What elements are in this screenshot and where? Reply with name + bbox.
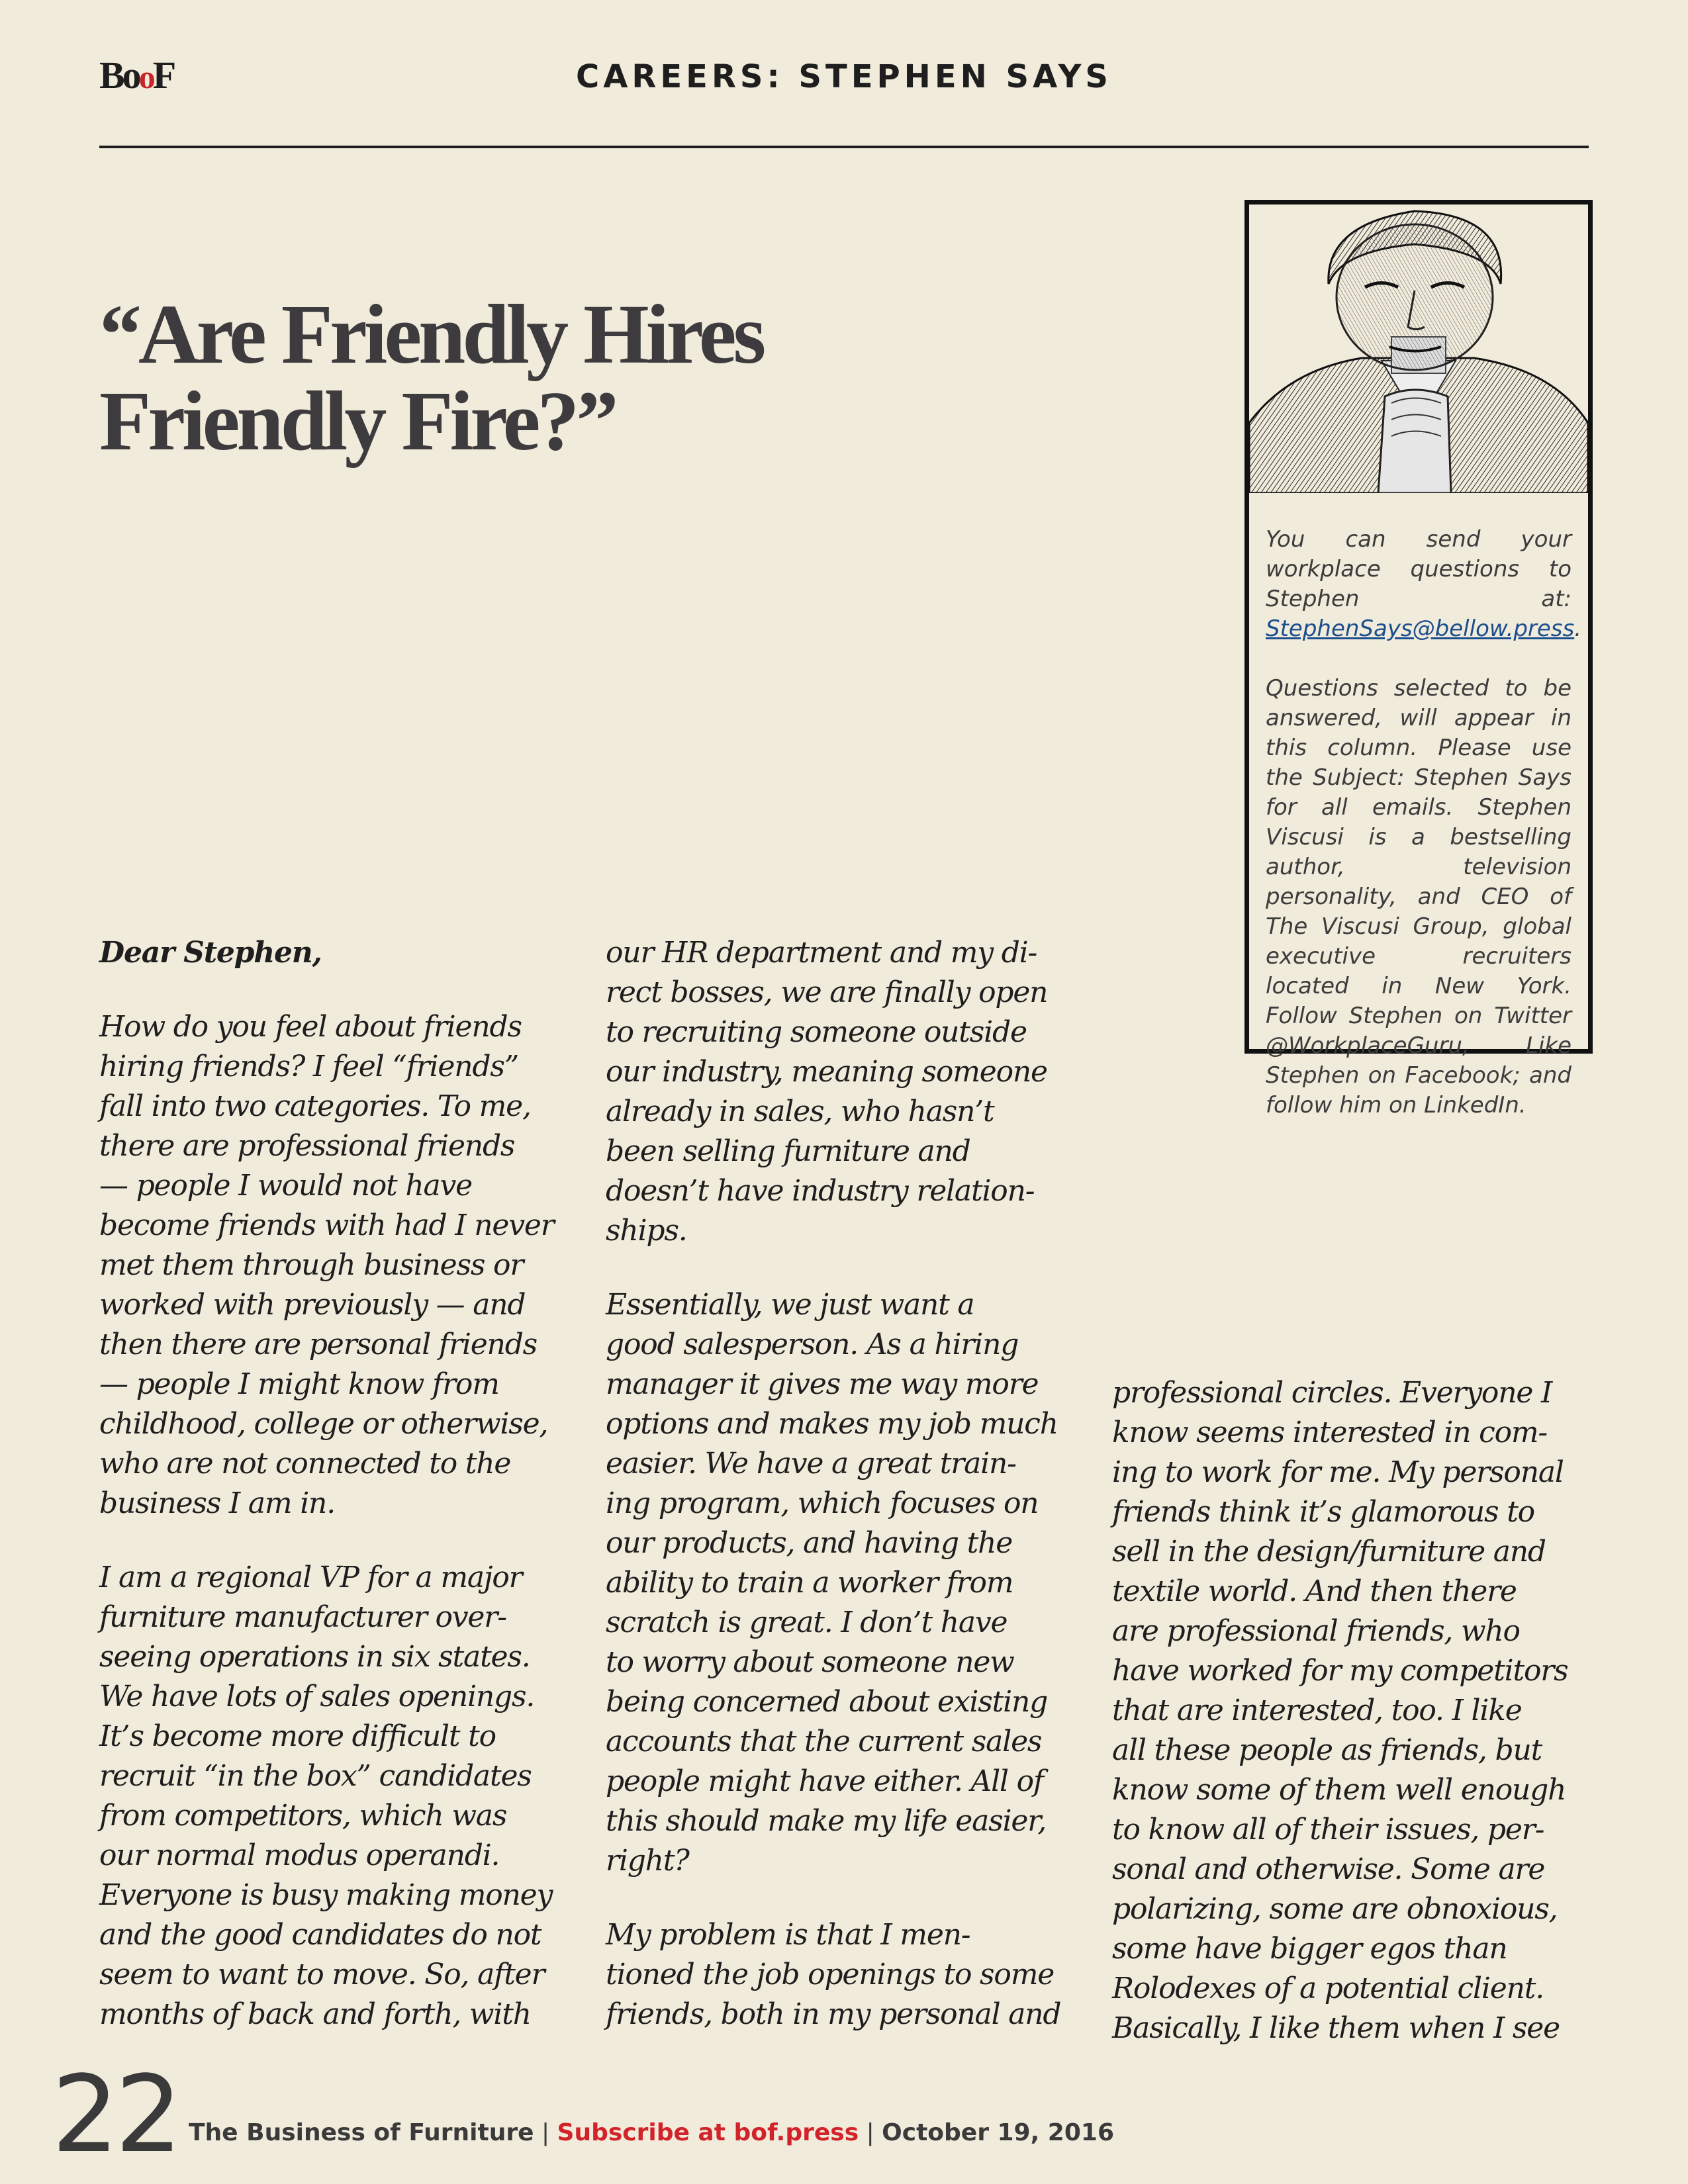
publication-name: The Business of Furniture bbox=[189, 2119, 534, 2146]
text-line: to worry about someone new bbox=[606, 1645, 1014, 1679]
text-line: to recruiting someone outside bbox=[606, 1015, 1027, 1049]
text-line: business I am in. bbox=[99, 1486, 335, 1520]
portrait-sketch-icon bbox=[1249, 205, 1588, 493]
text-line: — people I would not have bbox=[99, 1169, 472, 1203]
text-line: from competitors, which was bbox=[99, 1799, 507, 1833]
body-column-1 bbox=[99, 933, 583, 2034]
text-line: know seems interested in com- bbox=[1112, 1416, 1548, 1449]
text-line: childhood, college or otherwise, bbox=[99, 1407, 548, 1441]
text-line: sonal and otherwise. Some are bbox=[1112, 1852, 1545, 1886]
text-line: sell in the design/furniture and bbox=[1112, 1535, 1546, 1569]
text-line: My problem is that I men- bbox=[606, 1918, 970, 1952]
text-line: Basically, I like them when I see bbox=[1112, 2011, 1560, 2045]
text-line: then there are personal friends bbox=[99, 1328, 538, 1361]
bof-logo: BooF bbox=[99, 54, 174, 97]
text-line: Rolodexes of a potential client. bbox=[1112, 1972, 1544, 2005]
email-link[interactable]: StephenSays@bellow.press bbox=[1266, 615, 1575, 642]
text-line: options and makes my job much bbox=[606, 1407, 1058, 1441]
text-line: furniture manufacturer over- bbox=[99, 1600, 506, 1634]
text-line: who are not connected to the bbox=[99, 1447, 511, 1480]
subscribe-link[interactable]: Subscribe at bof.press bbox=[557, 2119, 859, 2146]
greeting: Dear Stephen, bbox=[99, 936, 322, 970]
text-line: our industry, meaning someone bbox=[606, 1055, 1047, 1089]
text-line: I am a regional VP for a major bbox=[99, 1561, 522, 1594]
text-line: ships. bbox=[606, 1214, 687, 1248]
text-line: ing program, which focuses on bbox=[606, 1486, 1039, 1520]
text-line: all these people as friends, but bbox=[1112, 1733, 1542, 1767]
headline-line: “Are Friendly Hires bbox=[99, 287, 763, 381]
text-line: We have lots of sales openings. bbox=[99, 1680, 535, 1713]
text-line: and the good candidates do not bbox=[99, 1918, 541, 1952]
text-line: doesn’t have industry relation- bbox=[606, 1174, 1035, 1208]
portrait-sketch-icon bbox=[1249, 205, 1588, 493]
text-line: to know all of their issues, per- bbox=[1112, 1813, 1544, 1846]
text-line: polarizing, some are obnoxious, bbox=[1112, 1892, 1558, 1926]
text-line: know some of them well enough bbox=[1112, 1773, 1566, 1807]
text-line: fall into two categories. To me, bbox=[99, 1089, 531, 1123]
headline-line: Friendly Fire?” bbox=[99, 373, 616, 468]
text-line: It’s become more difficult to bbox=[99, 1719, 496, 1753]
text-line: seeing operations in six states. bbox=[99, 1640, 530, 1674]
body-column-3 bbox=[1112, 1373, 1595, 2048]
text-line: How do you feel about friends bbox=[99, 1010, 522, 1044]
paragraph bbox=[99, 1558, 583, 2034]
article-headline bbox=[99, 287, 763, 468]
text-line: professional circles. Everyone I bbox=[1112, 1376, 1552, 1410]
page-number: 22 bbox=[52, 2052, 179, 2176]
sidebar-info bbox=[1266, 525, 1582, 1120]
text-line: this should make my life easier, bbox=[606, 1804, 1047, 1838]
text-line: worked with previously — and bbox=[99, 1288, 526, 1322]
text-line: met them through business or bbox=[99, 1248, 524, 1282]
section-title: CAREERS: STEPHEN SAYS bbox=[576, 58, 1112, 95]
text-line: hiring friends? I feel “friends” bbox=[99, 1050, 518, 1083]
text-line: months of back and forth, with bbox=[99, 1997, 531, 2031]
issue-date: October 19, 2016 bbox=[882, 2119, 1114, 2146]
text-line: — people I might know from bbox=[99, 1367, 499, 1401]
text-line: Essentially, we just want a bbox=[606, 1288, 974, 1322]
text-line: textile world. And then there bbox=[1112, 1574, 1517, 1608]
sidebar-details: Questions selected to be answered, will appear in this column. Please use the Subject: Stephen Says for all emails. Stephen Viscusi is a bestselling author, television personality, and CEO of The Viscusi Group, global executive recruiters located in New York. Follow Stephen on Twitter @WorkplaceGuru, Like Stephen on Facebook; and follow him on LinkedIn. bbox=[1266, 675, 1571, 1118]
text-line: have worked for my competitors bbox=[1112, 1654, 1568, 1688]
text-line: people might have either. All of bbox=[606, 1764, 1044, 1798]
body-column-2 bbox=[606, 933, 1089, 2034]
header-divider bbox=[99, 146, 1589, 148]
text-line: our products, and having the bbox=[606, 1526, 1013, 1560]
text-line: easier. We have a great train- bbox=[606, 1447, 1016, 1480]
text-line: tioned the job openings to some bbox=[606, 1958, 1055, 1991]
paragraph bbox=[606, 1915, 1089, 2034]
page-footer: The Business of Furniture | Subscribe at bof.press | October 19, 2016 bbox=[189, 2119, 1114, 2146]
paragraph bbox=[606, 1285, 1089, 1881]
text-line: being concerned about existing bbox=[606, 1685, 1048, 1719]
sidebar-intro: You can send your workplace questions to Stephen at: StephenSays@bellow.press. bbox=[1266, 526, 1582, 642]
text-line: that are interested, too. I like bbox=[1112, 1694, 1522, 1727]
author-sidebar bbox=[1244, 200, 1593, 1118]
text-line: scratch is great. I don’t have bbox=[606, 1606, 1008, 1639]
text-line: ing to work for me. My personal bbox=[1112, 1455, 1564, 1489]
text-line: become friends with had I never bbox=[99, 1208, 554, 1242]
text-line: accounts that the current sales bbox=[606, 1725, 1042, 1758]
text-line: there are professional friends bbox=[99, 1129, 515, 1163]
paragraph bbox=[99, 1007, 583, 1524]
text-line: friends, both in my personal and bbox=[606, 1997, 1061, 2031]
text-line: been selling furniture and bbox=[606, 1134, 970, 1168]
text-line: already in sales, who hasn’t bbox=[606, 1095, 994, 1128]
text-line: our HR department and my di- bbox=[606, 936, 1037, 970]
text-line: our normal modus operandi. bbox=[99, 1839, 500, 1872]
text-line: are professional friends, who bbox=[1112, 1614, 1520, 1648]
text-line: recruit “in the box” candidates bbox=[99, 1759, 532, 1793]
text-line: manager it gives me way more bbox=[606, 1367, 1039, 1401]
text-line: ability to train a worker from bbox=[606, 1566, 1013, 1600]
text-line: some have bigger egos than bbox=[1112, 1932, 1507, 1966]
text-line: seem to want to move. So, after bbox=[99, 1958, 545, 1991]
text-line: friends think it’s glamorous to bbox=[1112, 1495, 1534, 1529]
text-line: Everyone is busy making money bbox=[99, 1878, 553, 1912]
text-line: good salesperson. As a hiring bbox=[606, 1328, 1019, 1361]
paragraph bbox=[606, 933, 1089, 1251]
text-line: right? bbox=[606, 1844, 689, 1878]
text-line: rect bosses, we are finally open bbox=[606, 976, 1048, 1009]
paragraph bbox=[1112, 1373, 1595, 2048]
